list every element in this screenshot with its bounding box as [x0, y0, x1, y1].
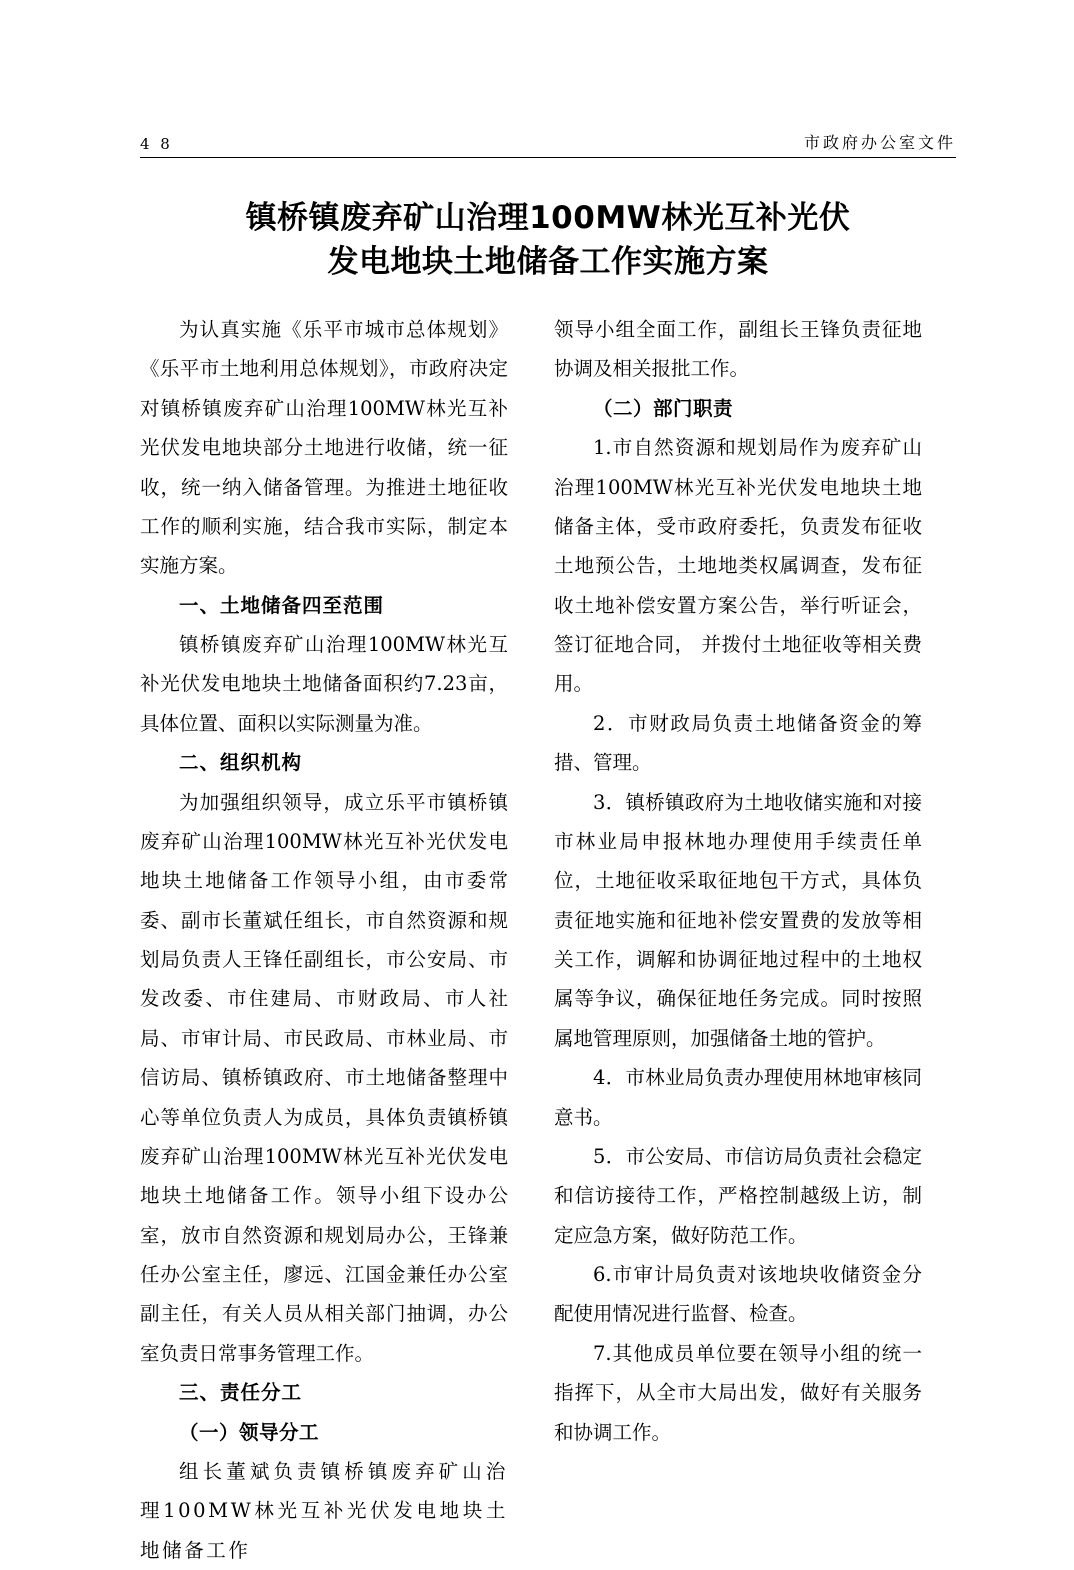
subsection-heading-1: （一）领导分工: [179, 1420, 320, 1444]
body-columns: [140, 310, 956, 1570]
section-heading-3: 三、责任分工: [179, 1381, 303, 1405]
page-header: [140, 130, 956, 158]
paragraph: 领导小组全面工作，副组长王锋负责征地协调及相关报批工作。: [554, 318, 922, 381]
list-item: 6.市审计局负责对该地块收储资金分配使用情况进行监督、检查。: [554, 1263, 922, 1326]
list-item: 2．市财政局负责土地储备资金的筹措、管理。: [554, 711, 922, 775]
paragraph: 组长董斌负责镇桥镇废弃矿山治理100MW林光互补光伏发电地块土地储备工作: [140, 1459, 508, 1562]
left-column: [140, 310, 508, 1570]
right-column: [554, 310, 922, 1570]
title-line-2: 发电地块土地储备工作实施方案: [327, 244, 769, 281]
list-item: 1.市自然资源和规划局作为废弃矿山治理100MW林光互补光伏发电地块土地储备主体，受市政府委托，负责发布征收土地预公告，土地地类权属调查，发布征收土地补偿安置方案公告，举行听证会，签订征地合同， 并拨付土地征收等相关费用。: [554, 436, 922, 696]
list-item: 5．市公安局、市信访局负责社会稳定和信访接待工作，严格控制越级上访，制定应急方案，做好防范工作。: [554, 1144, 922, 1247]
paragraph: 镇桥镇废弃矿山治理100MW林光互补光伏发电地块土地储备面积约7.23亩，具体位置、面积以实际测量为准。: [140, 633, 508, 735]
list-item: 3．镇桥镇政府为土地收储实施和对接市林业局申报林地办理使用手续责任单位，土地征收采取征地包干方式，具体负责征地实施和征地补偿安置费的发放等相关工作，调解和协调征地过程中的土地权属等争议，确保征地任务完成。同时按照属地管理原则，加强储备土地的管护。: [554, 790, 922, 1050]
title-line-1: 镇桥镇废弃矿山治理100MW林光互补光伏: [245, 200, 851, 236]
running-title: 市政府办公室文件: [803, 133, 956, 152]
paragraph: 为认真实施《乐平市城市总体规划》《乐平市土地利用总体规划》，市政府决定对镇桥镇废弃矿山治理100MW林光互补光伏发电地块部分土地进行收储，统一征收，统一纳入储备管理。为推进土地征收工作的顺利实施，结合我市实际，制定本实施方案。: [140, 318, 508, 578]
page-title: [140, 196, 956, 284]
paragraph: 为加强组织领导，成立乐平市镇桥镇废弃矿山治理100MW林光互补光伏发电地块土地储备工作领导小组，由市委常委、副市长董斌任组长，市自然资源和规划局负责人王锋任副组长，市公安局、市发改委、市住建局、市财政局、市人社局、市审计局、市民政局、市林业局、市信访局、镇桥镇政府、市土地储备整理中心等单位负责人为成员，具体负责镇桥镇废弃矿山治理100MW林光互补光伏发电地块土地储备工作。领导小组下设办公室，放市自然资源和规划局办公，王锋兼任办公室主任，廖远、江国金兼任办公室副主任，有关人员从相关部门抽调，办公室负责日常事务管理工作。: [140, 790, 508, 1365]
section-heading-1: 一、土地储备四至范围: [179, 593, 385, 617]
list-item: 4．市林业局负责办理使用林地审核同意书。: [554, 1066, 922, 1129]
section-heading-2: 二、组织机构: [179, 751, 303, 775]
list-item: 7.其他成员单位要在领导小组的统一指挥下，从全市大局出发，做好有关服务和协调工作。: [554, 1341, 922, 1444]
subsection-heading-2: （二）部门职责: [593, 396, 734, 420]
page-number: 4 8: [140, 135, 173, 153]
